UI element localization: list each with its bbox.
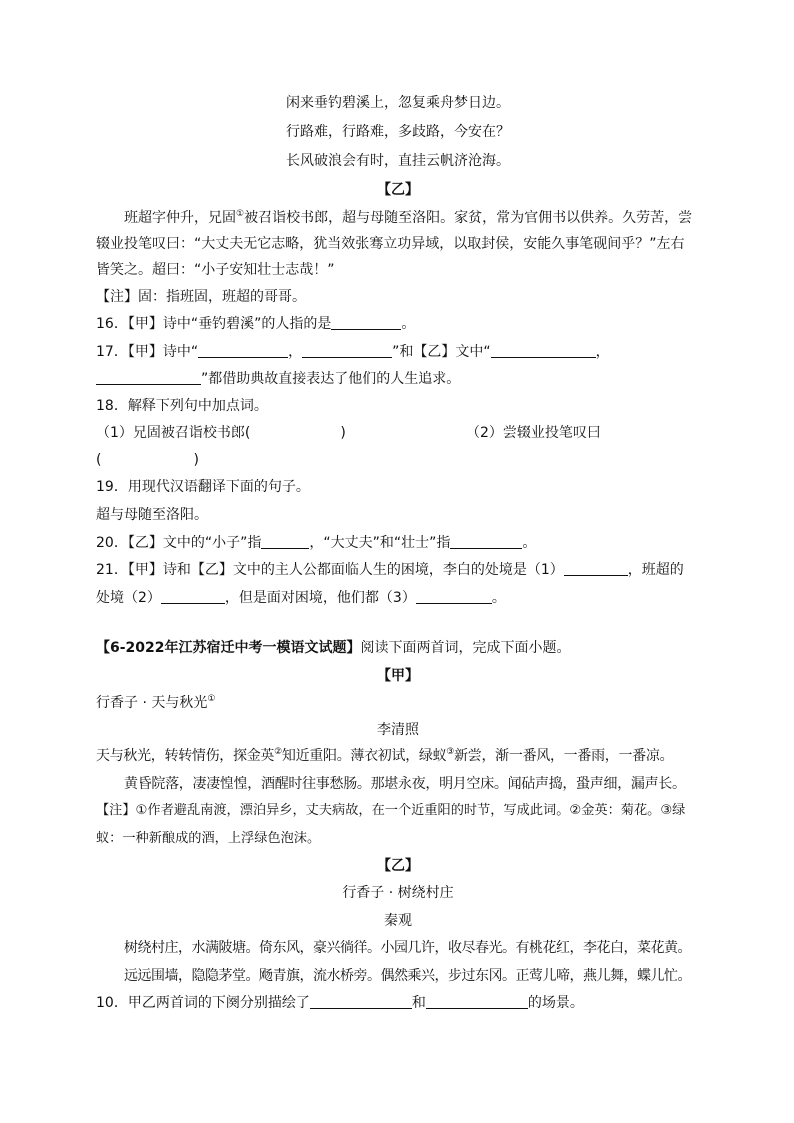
question-18-item-2-answer: ( ) [96, 452, 199, 468]
answer-blank[interactable] [426, 994, 528, 1009]
section-intro: 【6-2022年江苏宿迁中考一模语文试题】阅读下面两首词，完成下面小题。 [96, 640, 571, 656]
answer-blank[interactable] [96, 370, 201, 385]
ci-2-line-1: 树绕村庄，水满陂塘。倚东风，豪兴徜徉。小园几许，收尽春光。有桃花红，李花白，菜花黄。 [124, 940, 691, 956]
question-16: 16．【甲】诗中“垂钓碧溪”的人指的是 。 [96, 316, 416, 332]
question-17-cont: ”都借助典故直接表达了他们的人生追求。 [96, 369, 700, 389]
question-19-sentence: 超与母随至洛阳。 [96, 507, 208, 523]
question-21: 21．【甲】诗和【乙】文中的主人公都面临人生的困境，李白的处境是（1） ，班超的 [96, 562, 684, 578]
jia-heading: 【甲】 [377, 668, 419, 684]
yi-heading-2: 【乙】 [377, 858, 419, 874]
ci-1-note-line-1: 【注】①作者避乱南渡，漂泊异乡，丈夫病故，在一个近重阳的时节，写成此词。②金英：菊花。③绿 [96, 803, 686, 818]
question-18-item-2: （2）尝辍业投笔叹曰 [466, 425, 601, 441]
question-20: 20．【乙】文中的“小子”指 ，“大丈夫”和“壮士”指 。 [96, 535, 537, 551]
yi-heading: 【乙】 [377, 182, 419, 198]
ci-1-line-2: 黄昏院落，凄凄惶惶，酒醒时往事愁肠。那堪永夜，明月空床。闻砧声捣，蛩声细，漏声长。 [124, 776, 686, 792]
answer-blank[interactable] [331, 315, 401, 330]
ci-1-note-line-2: 蚁：一种新酿成的酒，上浮绿色泡沫。 [96, 831, 321, 846]
answer-blank[interactable] [302, 343, 392, 358]
ci-author-1: 李清照 [377, 722, 419, 738]
ci-author-2: 秦观 [384, 913, 412, 929]
answer-blank[interactable] [261, 534, 309, 549]
answer-blank[interactable] [198, 343, 288, 358]
ci-1-line-1: 天与秋光，转转情伤，探金英②知近重阳。薄衣初试，绿蚁③新尝，渐一番风，一番雨，一番凉。 [96, 747, 674, 764]
passage-line-1: 班超字仲升，兄固①被召诣校书郎，超与母随至洛阳。家贫，常为官佣书以供养。久劳苦，尝 [124, 209, 693, 226]
poem-line-2: 行路难，行路难，多歧路，今安在？ [286, 124, 510, 140]
poem-line-1: 闲来垂钓碧溪上，忽复乘舟梦日边。 [286, 95, 510, 111]
answer-blank[interactable] [310, 994, 412, 1009]
answer-blank[interactable] [416, 589, 492, 604]
question-19: 19．用现代汉语翻译下面的句子。 [96, 479, 310, 495]
passage-line-2: 辍业投笔叹曰：“大丈夫无它志略，犹当效张骞立功异域，以取封侯，安能久事笔砚间乎？”左右 [96, 236, 685, 252]
poem-line-3: 长风破浪会有时，直挂云帆济沧海。 [286, 153, 510, 169]
question-18-item-1: （1）兄固被召诣校书郎( ) [96, 425, 346, 441]
question-10: 10．甲乙两首词的下阕分别描绘了 和 的场景。 [96, 995, 584, 1011]
ci-title-1: 行香子 · 天与秋光① [96, 694, 216, 711]
ci-2-line-2: 远远围墙，隐隐茅堂。飏青旗，流水桥旁。偶然乘兴，步过东冈。正莺儿啼，燕儿舞，蝶儿忙。 [124, 968, 691, 984]
answer-blank[interactable] [491, 343, 596, 358]
question-21-cont: 处境（2） ，但是面对困境，他们都（3） 。 [96, 590, 506, 606]
question-17: 17．【甲】诗中“ ， ”和【乙】文中“ ， [96, 344, 610, 360]
ci-title-2: 行香子 · 树绕村庄 [342, 885, 454, 901]
answer-blank[interactable] [161, 589, 225, 604]
question-18: 18．解释下列句中加点词。 [96, 398, 268, 414]
passage-note: 【注】固：指班固，班超的哥哥。 [96, 289, 306, 305]
passage-line-3: 皆笑之。超曰：“小子安知壮士志哉！” [96, 262, 335, 278]
answer-blank[interactable] [564, 561, 628, 576]
answer-blank[interactable] [450, 534, 522, 549]
